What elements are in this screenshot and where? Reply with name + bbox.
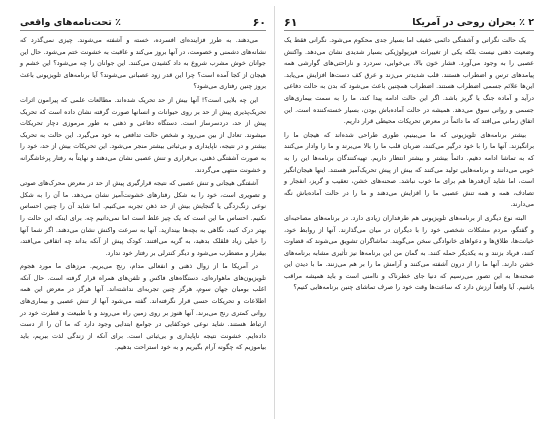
left-paragraph-2: این چه بلایی است؟! آنها بیش از حد تحریک شده‌اند. مطالعات علمی که پیرامون اثرات تحریک‌پذیری پیش از حد بر روی حیوانات و انسانها صورت گرفته نشان داده است که تحریک پیش از حد، دردسرساز است. دستگاه دفاعی و ذهنی به طور مرموزی دچار تحریکات میشوند. تعادل از بین می‌رود و شخص حالت تدافعی به خود می‌گیرد. این حالت به تحریک بیشتر و در نتیجه، ناپایداری و بی‌ثباتی بیشتر منجر می‌شود. این تحریکات بیش از حد، خود را به صورت آشفتگی ذهنی، بی‌قراری و تنش عصبی نشان می‌دهند و نهایتاً به رفتار پرخاشگرانه و خشونت منتهی می‌گردند. [20,95,266,174]
right-page-header [284,14,534,31]
left-page-number: ۶۰ [252,15,266,29]
left-page-body [20,35,266,354]
right-paragraph-2: بیشتر برنامه‌های تلویزیونی که ما می‌بینیم، طوری طراحی شده‌اند که هیجان ما را برانگیزند. آنها ما را با خود درگیر می‌کنند، ضربان قلب ما را بالا می‌برند و ما را وادار می‌کنند که به تماشا ادامه دهیم. دائماً بیشتر و بیشتر انتظار داریم. تهیه‌کنندگان برنامه‌ها این را به خوبی می‌دانند و برنامه‌هایی تولید می‌کنند که بیش از پیش تحریک‌آمیز هستند. اینها هیجان‌انگیز است، اما شاید آن‌قدرها هم برای ما خوب نباشد. صحنه‌های خشن، تعقیب و گریز، انفجار و تصادف، همه و همه تنش عصبی ما را افزایش می‌دهند و ما را در حالت آماده‌باش نگه می‌دارند. [284,130,534,209]
left-paragraph-1: می‌دهند. به طرز فزاینده‌ای افسرده، خسته و آشفته می‌شوند. چیزی نمی‌گذرد که نشانه‌های دشمنی و خصومت، در آنها بروز می‌کند و عاقبت به خشونت ختم می‌شود. حال این جوانان خوش مشرب شروع به داد کشیدن می‌کنند. این جوانان را چه می‌شود؟ این خشم و هیجان از کجا آمده است؟ چرا این قدر زود عصبانی می‌شوند؟ آیا برنامه‌های تلویزیونی باعث بروز چنین رفتاری می‌شود؟ [20,36,266,91]
left-paragraph-3: آشفتگی هیجانی و تنش عصبی که نتیجه قرارگیری پیش از حد در معرض محرک‌های صوتی و تصویری است، خود را به شکل رفتارهای خشونت‌آمیز نشان می‌دهد. ما آن را به شکل نوعی زنگ‌زدگی یا گنجایش بیش از حد ذهن تجربه می‌کنیم. اما شاید آن را چنین احساس نکنیم. احساس ما این است که یک چیز غلط است اما نمی‌دانیم چه. برای اینکه این حالت را بهتر درک کنید، نگاهی به بچه‌ها بیندازید. آنها به سرعت واکنش نشان می‌دهند. اگر شما آنها را خیلی زیاد قلقلک بدهید، به گریه می‌افتند. کودک پیش از آنکه بداند چه اتفاقی می‌افتد، بیقرار و مضطرب می‌شود و دیگر کنترلی بر رفتار خود ندارد. [20,179,266,257]
left-page-running-title: ٪ تحت‌نامه‌های واقعی [20,16,121,28]
left-page-header [20,14,266,31]
right-page-body [284,35,534,294]
right-page-running-title: ۲ ٪ بحران روحی در آمریکا [412,16,534,28]
right-page [274,0,552,425]
right-paragraph-3: البته نوع دیگری از برنامه‌های تلویزیونی هم طرفداران زیادی دارد. در برنامه‌های مصاحبه‌ای و گفتگو، مردم مشکلات شخصی خود را با دیگران در میان می‌گذارند. آنها از روابط خود، خیانت‌ها، طلاق‌ها و دعواهای خانوادگی سخن می‌گویند. تماشاگران تشویق می‌شوند که قضاوت کنند، فریاد بزنند و به یکدیگر حمله کنند. به گمان من این برنامه‌ها نیز تأثیری مشابه برنامه‌های خشن دارند. آنها ما را از درون آشفته می‌کنند و آرامش ما را بر هم می‌زنند. ما با دیدن این صحنه‌ها به این تصور می‌رسیم که دنیا جای خطرناک و ناامنی است و باید همیشه مراقب باشیم. آیا واقعاً ارزش دارد که ساعت‌ها وقت خود را صرف تماشای چنین برنامه‌هایی کنیم؟ [284,213,534,292]
left-page [0,0,274,425]
right-page-number: ۶۱ [284,15,298,29]
right-paragraph-1: یک حالت نگرانی و آشفتگی دائمی خفیف اما بسیار جدی محکوم می‌شود. نگرانی فقط یک وضعیت ذهنی نیست بلکه یکی از تغییرات فیزیولوژیکی بسیار شدیدی نشان می‌دهد. واکنش عصبی را به وجود می‌آورد. فشار خون بالا، بی‌خوابی، سردرد و ناراحتی‌های گوارشی همه پیامدهای ترس و اضطراب هستند. قلب شدیدتر می‌زند و عرق کف دست‌ها افزایش می‌یابد. این‌ها علائم جسمی اضطراب هستند. اضطراب همچنین باعث می‌شود که بدن به حالت دفاعی درآید و آماده جنگ یا گریز باشد. اگر این حالت ادامه پیدا کند، ما را به سمت بیماری‌های جسمی و روانی سوق می‌دهد. همیشه در حالت آماده‌باش بودن، بسیار خسته‌کننده است. این اتفاق زمانی می‌افتد که ما دائماً در معرض تحریکات محیطی قرار داریم. [284,36,534,126]
left-paragraph-4: در آمریکا ما از زوال ذهنی و انفعالی مدام، رنج می‌بریم. مرزهای ما مورد هجوم تلویزیون‌های ماهواره‌ای، دستگاه‌های فاکس و تلفن‌های همراه قرار گرفته است. حال آنکه اغلب بومیان جهان سوم، هرگز چنین تجربه‌ای نداشته‌اند. آنها هرگز در معرض این همه اطلاعات و تحریکات حسی قرار نگرفته‌اند. گفته می‌شود آنها از تنش عصبی و بیماری‌های روانی کمتری رنج می‌برند. آنها هنوز بر روی زمین راه می‌روند و با طبیعت و فطرت خود در ارتباط هستند. شاید نوعی خودکفایی در جوامع ابتدایی وجود دارد که ما آن را از دست داده‌ایم. خشونت نتیجه ناپایداری و بی‌ثباتی است. برای آنکه از زندگی لذت ببریم، باید بیاموزیم که چگونه آرام بگیریم و به خود استراحت بدهیم. [20,262,266,352]
